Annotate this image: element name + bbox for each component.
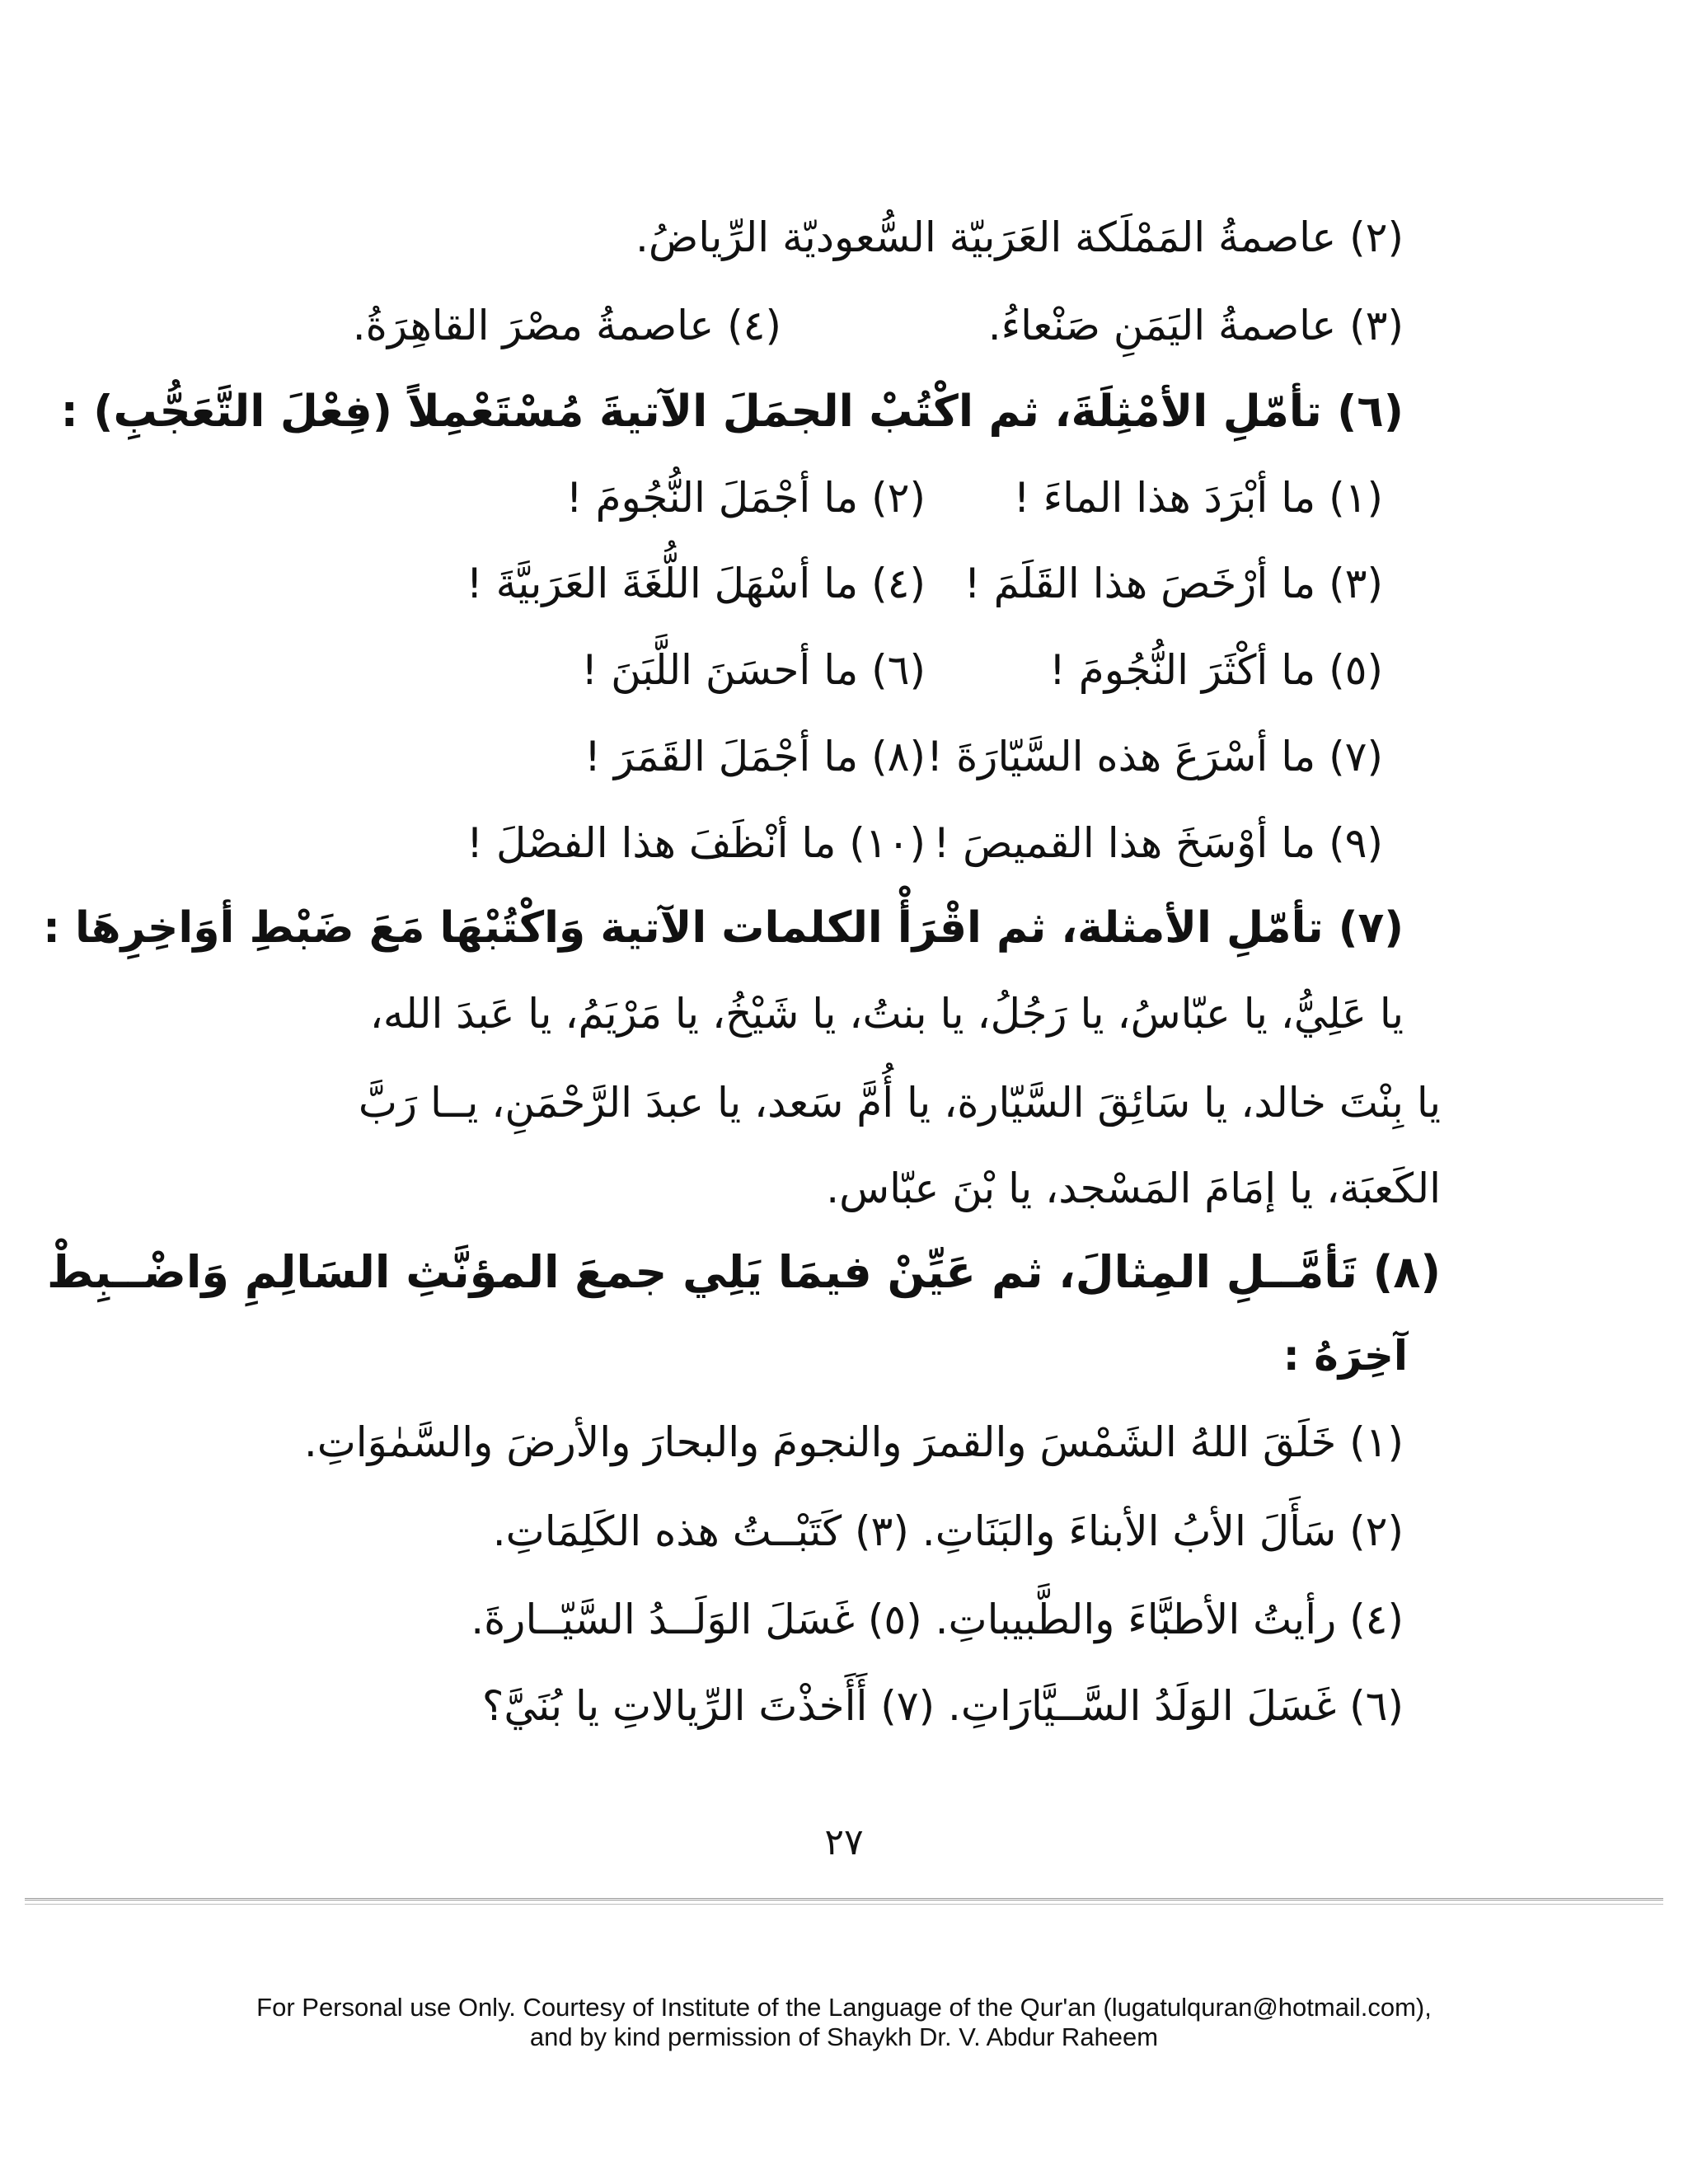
exercise-item-left: (٨) ما أجْمَلَ القَمَرَ ! <box>584 733 926 780</box>
exercise-item-left: (١٠) ما أنْظَفَ هذا الفصْلَ ! <box>467 819 926 867</box>
exercise-item-right: (٥) ما أكْثَرَ النُّجُومَ ! <box>1048 646 1383 694</box>
exercise-item-left: (٢) ما أجْمَلَ النُّجُومَ ! <box>565 474 926 522</box>
exercise-item: (١) خَلَقَ اللهُ الشَمْسَ والقمرَ والنجومَ والبحارَ والأرضَ والسَّمٰوَاتِ. <box>303 1418 1404 1466</box>
exercise-item-right: (١) ما أبْرَدَ هذا الماءَ ! <box>1013 474 1383 522</box>
exercise-item: (٤) رأيتُ الأطبَّاءَ والطَّبيباتِ. (٥) غَسَلَ الوَلَــدُ السَّيّــارةَ. <box>471 1596 1404 1643</box>
paragraph-line: الكَعبَة، يا إمَامَ المَسْجد، يا بْنَ عبّاس. <box>826 1165 1441 1212</box>
text-line-right: (٣) عاصمةُ اليَمَنِ صَنْعاءُ. <box>987 302 1404 349</box>
paragraph-line: يا بِنْتَ خالد، يا سَائِقَ السَّيّارة، يا أُمَّ سَعد، يا عبدَ الرَّحْمَنِ، يــا رَبَّ <box>358 1079 1441 1127</box>
exercise-heading-continuation: آخِرَهُ : <box>1282 1332 1408 1380</box>
exercise-item-left: (٦) ما أحسَنَ اللَّبَنَ ! <box>581 646 926 694</box>
exercise-heading: (٦) تأمّلِ الأمْثِلَةَ، ثم اكْتُبْ الجمَلَ الآتيةَ مُسْتَعْمِلاً (فِعْلَ التَّعَجُّبِ) : <box>60 387 1404 437</box>
exercise-item-right: (٧) ما أسْرَعَ هذه السَّيّارَةَ ! <box>926 733 1383 780</box>
exercise-item: (٦) غَسَلَ الوَلَدُ السَّــيَّارَاتِ. (٧) أَأَخذْتَ الرِّيالاتِ يا بُنَيَّ؟ <box>481 1682 1404 1730</box>
text-line-left: (٤) عاصمةُ مصْرَ القاهِرَةُ. <box>352 302 781 349</box>
footer-line-2: and by kind permission of Shaykh Dr. V. Abdur Raheem <box>529 2022 1159 2051</box>
text-line: (٢) عاصمةُ المَمْلَكة العَرَبيّة السُّعوديّة الرِّياضُ. <box>635 213 1404 261</box>
footer-line-1: For Personal use Only. Courtesy of Institute of the Language of the Qur'an (lugatulquran@hotmail.com), <box>256 1993 1432 2022</box>
exercise-item: (٢) سَأَلَ الأبُ الأبناءَ والبَنَاتِ. (٣) كَتَبْــتُ هذه الكَلِمَاتِ. <box>492 1507 1404 1555</box>
paragraph-line: يا عَلِيُّ، يا عبّاسُ، يا رَجُلُ، يا بنتُ، يا شَيْخُ، يا مَرْيَمُ، يا عَبدَ الله، <box>369 990 1404 1038</box>
exercise-heading: (٧) تأمّلِ الأمثلة، ثم اقْرَأْ الكلمات الآتية وَاكْتُبْهَا مَعَ ضَبْطِ أوَاخِرِهَا : <box>43 903 1404 953</box>
footer-divider <box>25 1898 1663 1905</box>
exercise-heading: (٨) تَأمَّــلِ المِثالَ، ثم عَيِّنْ فيمَا يَلِي جمعَ المؤنَّثِ السَالِمِ وَاضْــبِطْ <box>46 1246 1441 1298</box>
page-number: ٢٧ <box>824 1821 864 1863</box>
exercise-item-right: (٣) ما أرْخَصَ هذا القَلَمَ ! <box>964 560 1383 607</box>
exercise-item-right: (٩) ما أوْسَخَ هذا القميصَ ! <box>933 819 1383 867</box>
exercise-item-left: (٤) ما أسْهَلَ اللُّغَةَ العَرَبيَّةَ ! <box>466 560 926 607</box>
